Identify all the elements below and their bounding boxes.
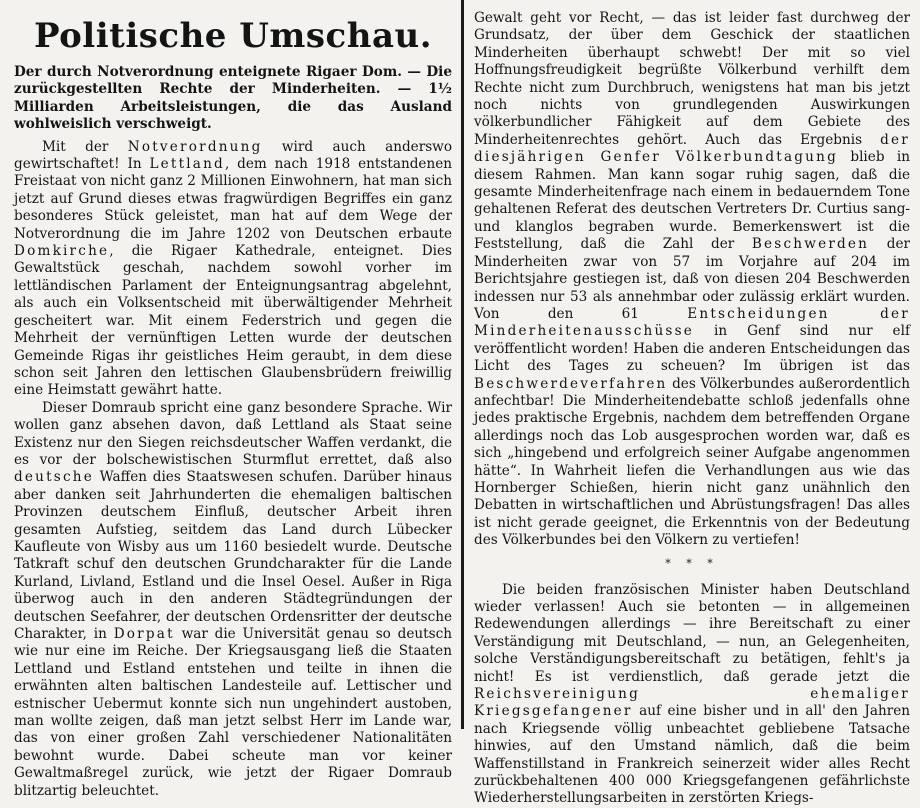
text-run: , die Rigaer Kathedrale, enteignet. Dies Gewaltstück geschah, nachdem sowohl vorher im lettländischen Parlament der Enteignungsantrag abgelehnt, als auch ein Volksentscheid mit überwältigender Mehrheit gescheitert war. Mit einem Federstrich und gegen die Mehrheit der vernünftigen Letten wurde der deutschen Gemeinde Rigas ihr geistliches Heim geraubt, in dem diese schon seit Jahren den lettischen Glaubensbrüdern freiwillig eine Heimstatt gewährt hatte.: [14, 243, 452, 399]
section-separator: * * *: [665, 556, 719, 570]
text-run: Waffen dies Staatswesen schufen. Darüber hinaus aber danken seit Jahrhunderten die ehemaligen baltischen Provinzen deutschem Einfluß, deutscher Arbeit ihren gesamten Aufstieg, seitdem das Land durch Lübecker Kaufleute von Wisby aus um 1160 besiedelt wurde. Deutsche Tatkraft schuf den deutschen Grundcharakter für die Lande Kurland, Livland, Estland und die Insel Oesel. Außer in Riga überwog auch in den anderen Städtegründungen der deutschen Seefahrer, der deutschen Ordensritter der deutsche Charakter, in: [14, 469, 452, 642]
column-rule: [461, 0, 464, 729]
text-run: Mit der: [42, 138, 128, 155]
emphasis-genfer-tagung: der diesjährigen Genfer Völkerbundtagung: [474, 131, 910, 166]
emphasis-domkirche: Domkirche: [14, 243, 110, 260]
text-run: auf eine bisher und in all' den Jahren nach Kriegsende völlig unbeachtet gebliebene Tatsache hinwies, auf den Umstand nämlich, daß die beim Waffenstillstand in Frankreich seinerzeit wider alles Recht zurückbehaltenen 400 000 Kriegsgefangenen gefährlichste Wiederherstellungsarbeiten in zerstörten Kriegs-: [474, 703, 910, 807]
emphasis-beschwerdeverfahren: Beschwerdeverfahren: [474, 375, 668, 392]
text-run: Die beiden französischen Minister haben Deutschland wieder verlassen! Auch sie betonten — in allgemeinen Redewendungen allerdings — ihre Bereitschaft zu einer Verständigung mit Deutschland, — nun, an Gelegenheiten, solche Verständigungsbereitschaft zu betätigen, fehlt's ja nicht! Es ist verdienstlich, daß gerade jetzt die: [474, 581, 910, 685]
emphasis-notverordnung: Notverordnung: [127, 138, 263, 155]
emphasis-lettland: Lettland: [149, 156, 225, 173]
text-run: des Völkerbundes außerordentlich anfechtbar! Die Minderheitendebatte schloß jedenfalls ohne jedes praktische Ergebnis, nachdem dem betreffenden Organe allerdings noch das Lob ausgesprochen worden war, daß es sich „hingebend und erfolgreich seiner Aufgabe angenommen hätte“. In Wahrheit liefen die Verhandlungen aus wie das Hornberger Schießen, hierin nicht ganz unähnlich den Debatten in wirtschaftlichen und Abrüstungsfragen! Das alles ist nicht gerade geeignet, die Erkenntnis von der Bedeutung des Völkerbundes bei den Völkern zu vertiefen!: [474, 375, 910, 549]
text-run: Dieser Domraub spricht eine ganz besondere Sprache. Wir wollen ganz absehen davon, daß Lettland als Staat seine Existenz nur den Siegen reichsdeutscher Waffen verdankt, die es vor der bolschewistischen Sturmflut errettet, daß also: [14, 399, 452, 468]
text-run: wird auch anderswo gewirtschaftet! In: [14, 138, 452, 173]
emphasis-beschwerden: Beschwerden: [751, 236, 870, 253]
text-run: der Minderheiten zwar von 57 im Vorjahre auf 204 im Berichtsjahre gestiegen ist, daß von diesen 204 Beschwerden indessen nur 53 als annehmbar oder zulässig erklärt wurden. Von den 61: [474, 236, 910, 322]
paragraph-domraub: [14, 400, 452, 800]
left-column: [0, 0, 460, 799]
emphasis-reichsvereinigung: Reichsvereinigung ehemaliger Kriegsgefangener: [474, 686, 910, 720]
text-run: war die Universität genau so deutsch wie nur eine im Reiche. Der Kriegsausgang ließ die Staaten Lettland und Estland entstehen und teilte in ihnen die erwähnten alten baltischen Landesteile auf. Lettischer und estnischer Uebermut konnte sich nun ungehindert austoben, man wollte zeigen, daß man jetzt selbst Herr im Lande war, das von einer großen Zahl verschiedener Nationalitäten bewohnt wurde. Dabei scheute man vor keiner Gewaltmaßregel zurück, wie jetzt der Rigaer Domraub blitzartig beleuchtet.: [14, 626, 452, 799]
text-run: in Genf sind nur elf veröffentlicht worden! Haben die anderen Entscheidungen das Licht des Tages zu scheuen? Im übrigen ist das: [474, 323, 910, 375]
paragraph-franzoesische-minister: [474, 582, 910, 808]
article-summary: Der durch Notverordnung enteignete Rigaer Dom. — Die zurückgestellten Rechte der Minderheiten. — 1½ Milliarden Arbeitsleistungen, die das Ausland wohlweislich verschweigt.: [14, 64, 452, 133]
emphasis-dorpat: Dorpat: [113, 626, 175, 642]
paragraph-notverordnung: [14, 139, 452, 400]
text-run: blieb in diesem Rahmen. Man kann sogar ruhig sagen, daß die gesamte Minderheitenfrage nach einem in bedauerndem Tone gehaltenen Referat des deutschen Vertreters Dr. Curtius sang- und klanglos begraben wurde. Bemerkenswert ist die Feststellung, daß die Zahl der: [474, 149, 911, 253]
emphasis-deutsche: deutsche: [14, 469, 94, 486]
text-run: Gewalt geht vor Recht, — das ist leider fast durchweg der Grundsatz, der über dem Geschick der staatlichen Minderheiten überhaupt schwebt! Der mit so viel Hoffnungsfreudigkeit begrüßte Völkerbund verhilft dem Rechte nicht zum Durchbruch, wenigstens hat man bis jetzt noch nichts von grundlegenden Auswirkungen völkerbundlicher Fähigkeit auf dem Gebiete des Minderheitenrechtes gehört. Auch das Ergebnis: [474, 10, 910, 148]
emphasis-entscheidungen: Entscheidungen der Minderheitenausschüsse: [474, 305, 910, 340]
section-title: Politische Umschau.: [33, 16, 433, 56]
text-run: , dem nach 1918 entstandenen Freistaat von nicht ganz 2 Millionen Einwohnern, hat man sich jetzt auf Grund dieses etwas fragwürdigen Begriffes ein ganz besonderes Stück geleistet, man hat auf dem Wege der Notverordnung die im Jahre 1202 von Deutschen erbaute: [14, 156, 452, 242]
paragraph-voelkerbund: [474, 10, 910, 550]
right-column: [466, 0, 920, 807]
